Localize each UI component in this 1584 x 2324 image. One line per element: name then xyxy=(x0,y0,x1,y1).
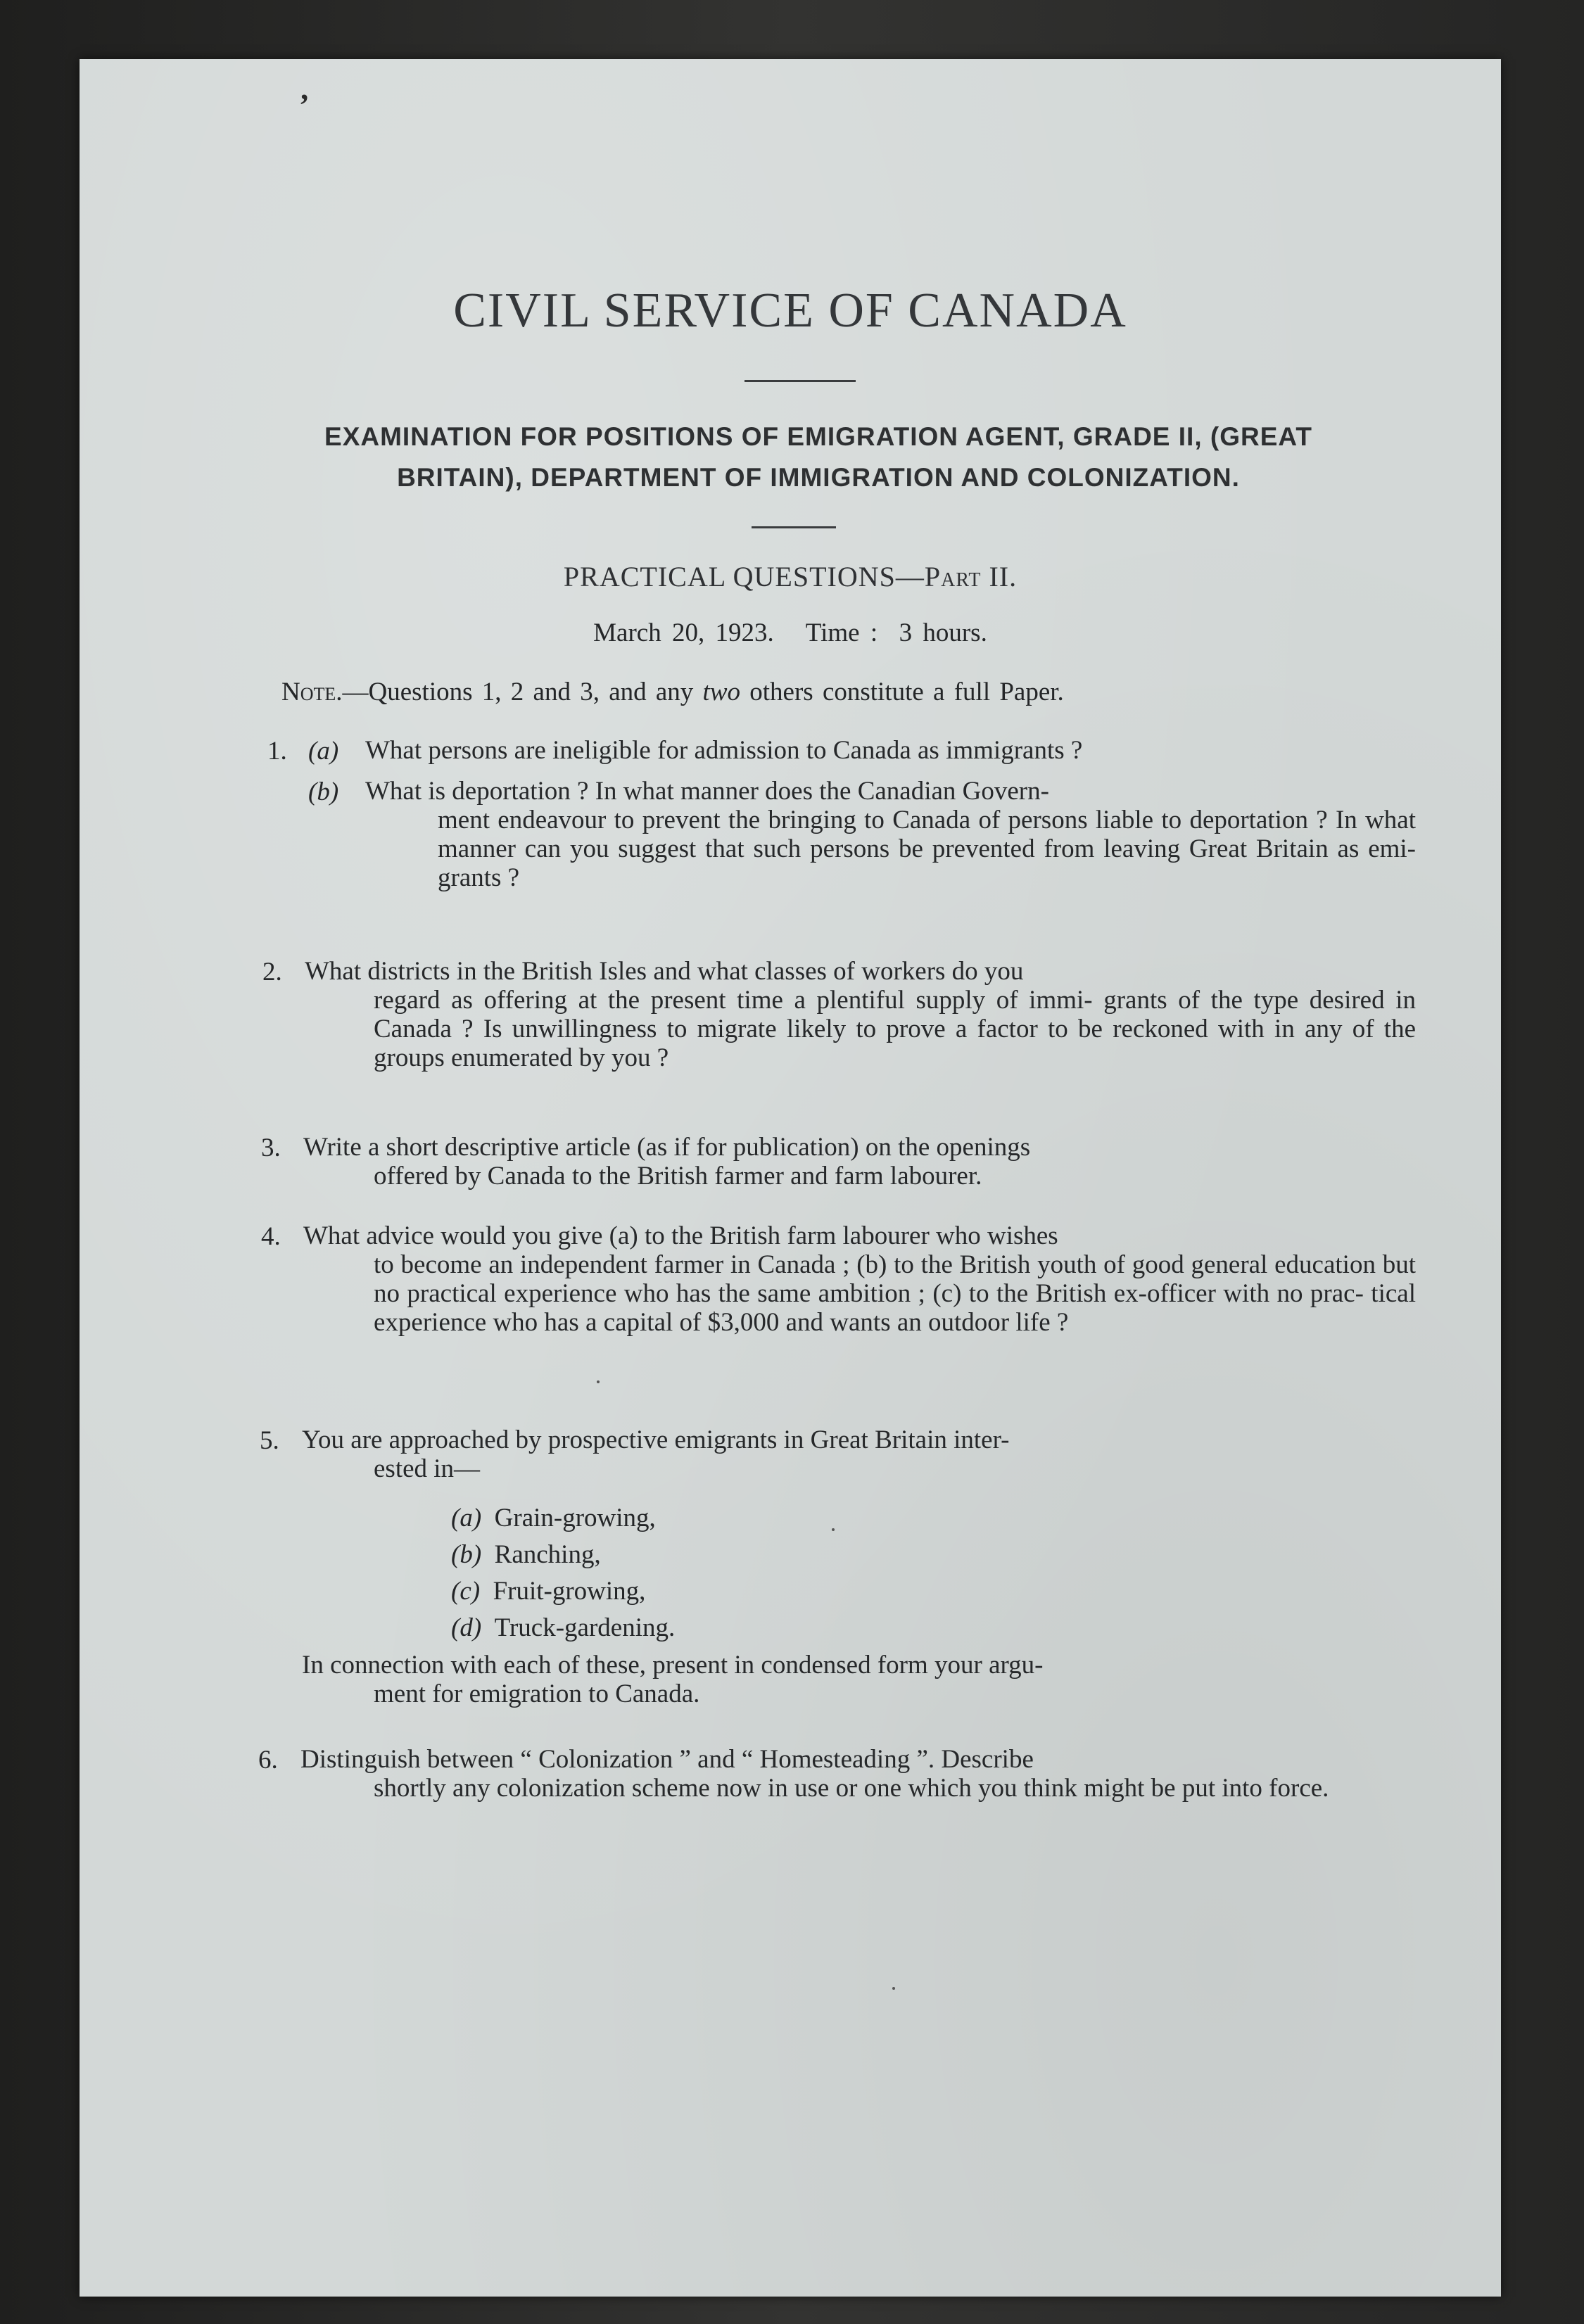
question-2-continuation: regard as offering at the present time a plentiful supply of immi- grants of the type desired in Canada ? Is unwillingness to migrate likely to prove a factor to be reckoned with in any of the groups enumerated by you ? xyxy=(374,986,1416,1072)
question-5-continuation: ested in— xyxy=(374,1454,481,1483)
exam-paper-sheet xyxy=(80,59,1501,2297)
option-truck-gardening xyxy=(451,1610,675,1646)
option-label: (c) xyxy=(451,1577,481,1606)
note-text-after: others constitute a full Paper. xyxy=(740,678,1064,706)
option-fruit-growing xyxy=(451,1573,675,1610)
question-5-closing-first-line: In connection with each of these, present in condensed form your argu- xyxy=(302,1651,1044,1679)
paper-speck xyxy=(597,1380,600,1383)
question-5-first-line: You are approached by prospective emigrants in Great Britain inter- xyxy=(302,1425,1010,1454)
question-2-first-line: What districts in the British Isles and what classes of workers do you xyxy=(305,957,1024,986)
question-5-closing-continuation: ment for emigration to Canada. xyxy=(374,1679,700,1708)
question-3-number: 3. xyxy=(261,1134,281,1162)
note-italic: two xyxy=(702,678,741,706)
question-6-continuation: shortly any colonization scheme now in use or one which you think might be put into force. xyxy=(374,1774,1329,1803)
corner-mark: ʼ xyxy=(299,88,310,122)
section-heading xyxy=(80,560,1501,593)
option-text: Grain-growing, xyxy=(494,1504,656,1532)
question-6-first-line: Distinguish between “ Colonization ” and “ Homesteading ”. Describe xyxy=(300,1745,1034,1774)
exam-subheading xyxy=(220,417,1417,498)
question-5-options xyxy=(451,1500,675,1646)
question-3-first-line: Write a short descriptive article (as if for publication) on the openings xyxy=(303,1133,1031,1162)
subheading-line-2: BRITAIN), DEPARTMENT OF IMMIGRATION AND COLONIZATION. xyxy=(397,463,1240,492)
option-text: Ranching, xyxy=(494,1540,601,1569)
option-text: Truck-gardening. xyxy=(494,1613,676,1642)
subheading-divider xyxy=(752,526,836,528)
exam-date-time: March 20, 1923. Time : 3 hours. xyxy=(593,618,987,647)
option-label: (b) xyxy=(451,1540,482,1569)
question-3-continuation: offered by Canada to the British farmer and farm labourer. xyxy=(374,1162,982,1190)
section-heading-main: PRACTICAL QUESTIONS— xyxy=(563,561,925,592)
question-1b-first-line: What is deportation ? In what manner does the Canadian Govern- xyxy=(365,777,1049,806)
option-ranching xyxy=(451,1537,675,1573)
section-heading-part: Part II. xyxy=(924,561,1018,592)
title-divider xyxy=(745,380,856,382)
question-4-continuation: to become an independent farmer in Canada ; (b) to the British youth of good general education but no practical experience who has the same ambition ; (c) to the British ex-officer with no prac- tical experience who has a capital of $3,000 and wants an outdoor life ? xyxy=(374,1250,1416,1337)
question-2-number: 2. xyxy=(262,958,282,986)
question-1b-continuation: ment endeavour to prevent the bringing to Canada of persons liable to deportation ? In what manner can you suggest that such persons be prevented from leaving Great Britain as emi- grants ? xyxy=(438,806,1416,892)
question-1a-text: What persons are ineligible for admission to Canada as immigrants ? xyxy=(365,736,1083,765)
exam-note xyxy=(281,677,1064,707)
question-1-number: 1. xyxy=(267,737,287,766)
option-label: (a) xyxy=(451,1504,482,1532)
question-1b-label: (b) xyxy=(308,777,339,806)
question-1a-label: (a) xyxy=(308,737,339,766)
question-4-number: 4. xyxy=(261,1222,281,1251)
option-text: Fruit-growing, xyxy=(493,1577,646,1606)
option-label: (d) xyxy=(451,1613,482,1642)
question-4-first-line: What advice would you give (a) to the British farm labourer who wishes xyxy=(303,1221,1058,1250)
question-6-number: 6. xyxy=(258,1746,278,1774)
note-text-before: —Questions 1, 2 and 3, and any xyxy=(342,678,703,706)
paper-speck xyxy=(832,1528,835,1531)
option-grain-growing xyxy=(451,1500,675,1537)
document-title: CIVIL SERVICE OF CANADA xyxy=(453,284,1127,338)
note-label: Note. xyxy=(281,678,343,706)
paper-speck xyxy=(892,1987,895,1990)
subheading-line-1: EXAMINATION FOR POSITIONS OF EMIGRATION AGENT, GRADE II, (GREAT xyxy=(324,422,1312,451)
question-5-number: 5. xyxy=(260,1426,279,1455)
